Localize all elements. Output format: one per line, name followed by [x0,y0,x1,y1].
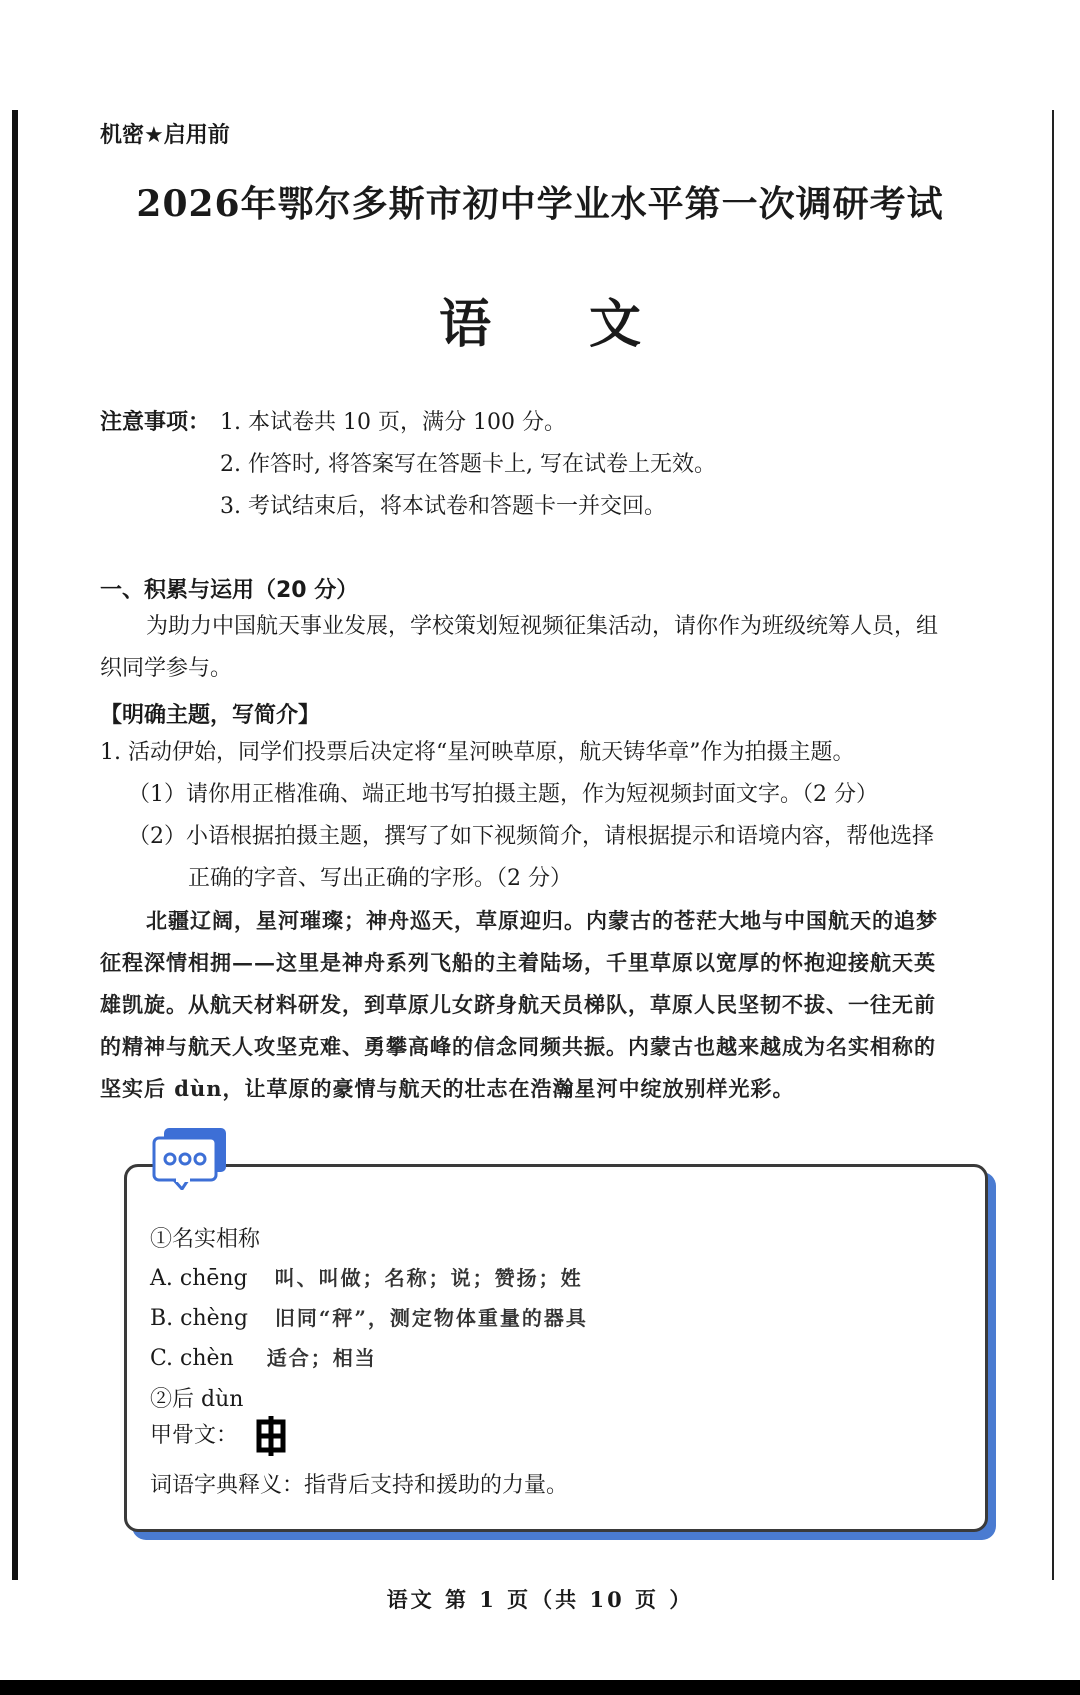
question-1: 1. 活动伊始，同学们投票后决定将“星河映草原，航天铸华章”作为拍摄主题。 [100,740,855,765]
passage-line-4: 的精神与航天人攻坚克难、勇攀高峰的信念同频共振。内蒙古也越来越成为名实相称的 [100,1034,936,1059]
notice-item-1: 1. 本试卷共 10 页，满分 100 分。 [220,410,566,435]
option-a-label: A. chēng [150,1266,248,1291]
bottom-bar [0,1680,1080,1695]
chat-bubble-icon [152,1126,230,1190]
oracle-bone-label: 甲骨文： [150,1423,239,1448]
notice-item-3: 3. 考试结束后，将本试卷和答题卡一并交回。 [220,494,666,519]
option-b-label: B. chèng [150,1306,248,1331]
hint-item-2-title: ②后 dùn [150,1387,244,1412]
passage-line-3: 雄凯旋。从航天材料研发，到草原儿女跻身航天员梯队，草原人民坚韧不拔、一往无前 [100,992,936,1017]
notice-item-2: 2. 作答时, 将答案写在答题卡上, 写在试卷上无效。 [220,452,716,477]
oracle-bone-row [150,1416,289,1456]
intro-line-1: 为助力中国航天事业发展，学校策划短视频征集活动，请你作为班级统筹人员，组 [146,614,939,639]
question-1-2-line-1: （2）小语根据拍摄主题，撰写了如下视频简介，请根据提示和语境内容，帮他选择 [128,824,934,849]
option-a-definition: 叫、叫做；名称；说；赞扬；姓 [274,1266,583,1290]
hint-option-b [150,1302,588,1331]
confidential-label: 机密★启用前 [100,123,230,148]
task-heading: 【明确主题，写简介】 [100,703,321,728]
passage-line-5: 坚实后 dùn，让草原的豪情与航天的壮志在浩瀚星河中绽放别样光彩。 [100,1076,795,1101]
intro-line-2: 织同学参与。 [100,656,233,681]
question-1-2-line-2: 正确的字音、写出正确的字形。（2 分） [188,866,572,891]
notice-label: 注意事项： [100,410,211,435]
page-footer: 语文 第 1 页（共 10 页 ） [386,1587,694,1612]
section-title: 一、积累与运用（20 分） [100,578,359,603]
option-c-definition: 适合；相当 [266,1346,377,1370]
oracle-bone-glyph-icon [253,1416,289,1456]
passage-line-1: 北疆辽阔，星河璀璨；神舟巡天，草原迎归。内蒙古的苍茫大地与中国航天的追梦 [146,908,938,933]
option-b-definition: 旧同“秤”，测定物体重量的器具 [274,1306,588,1330]
hint-option-a [150,1262,583,1291]
question-1-1: （1）请你用正楷准确、端正地书写拍摄主题，作为短视频封面文字。（2 分） [128,782,878,807]
hint-item-1-title: ①名实相称 [150,1227,261,1252]
hint-option-c [150,1342,377,1371]
dictionary-definition: 词语字典释义：指背后支持和援助的力量。 [150,1473,569,1498]
option-c-label: C. chèn [150,1346,234,1371]
subject-title: 语 文 [438,294,682,355]
passage-line-2: 征程深情相拥——这里是神舟系列飞船的主着陆场，千里草原以宽厚的怀抱迎接航天英 [100,950,936,975]
exam-title: 2026年鄂尔多斯市初中学业水平第一次调研考试 [136,183,944,225]
